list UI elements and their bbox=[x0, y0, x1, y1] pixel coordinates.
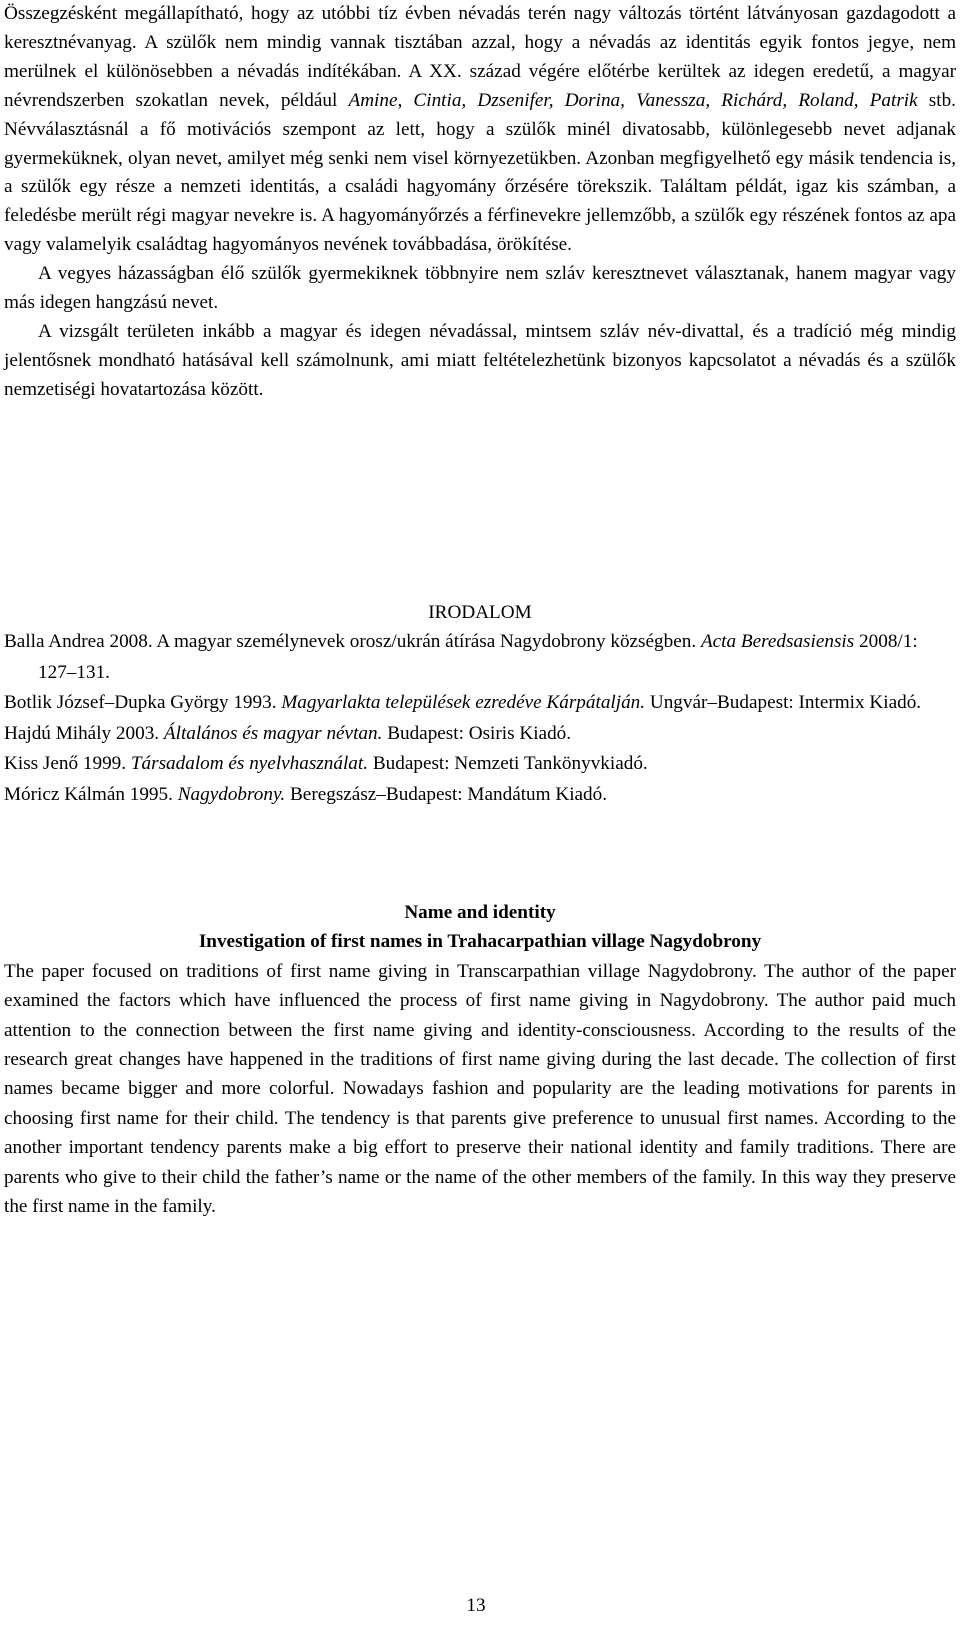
reference-publisher: Beregszász–Budapest: Mandátum Kiadó. bbox=[285, 783, 608, 805]
reference-author: Móricz Kálmán 1995. bbox=[4, 783, 178, 805]
page-number: 13 bbox=[466, 1595, 486, 1616]
reference-title: Magyarlakta települések ezredéve Kárpátalján. bbox=[281, 692, 646, 713]
reference-author: Kiss Jenő 1999. bbox=[4, 753, 131, 774]
reference-title: Társadalom és nyelvhasználat. bbox=[130, 753, 369, 774]
example-names: Amine, Cintia, Dzsenifer, Dorina, Vanessza, Richárd, Roland, Patrik bbox=[348, 89, 918, 111]
reference-item bbox=[4, 749, 956, 780]
english-summary bbox=[4, 898, 956, 1221]
reference-author: Balla Andrea 2008. A magyar személynevek orosz/ukrán átírása Nagydobrony községben. bbox=[4, 631, 701, 652]
reference-item bbox=[4, 688, 956, 719]
reference-item bbox=[4, 627, 956, 688]
reference-publisher: Budapest: Osiris Kiadó. bbox=[382, 722, 572, 744]
reference-publisher: 2008/1: 127–131. bbox=[38, 631, 918, 683]
paragraph-1-text-b: stb. Névválasztásnál a fő motivációs szempont az lett, hogy a szülők minél divatosabb, különlegesebb nevet adjanak gyermeküknek, olyan nevet, amilyet még senki nem visel környezetükben. Azonban megfigyelhető egy másik tendencia is, a szülők egy része a nemzeti identitás, a családi hagyomány őrzésére törekszik. Találtam példát, igaz kis számban, a feledésbe merült régi magyar nevekre is. A hagyományőrzés a férfinevekre jellemzőbb, a szülők egy részének fontos az apa vagy valamelyik családtag hagyományos nevének továbbadása, örökítése. bbox=[4, 89, 956, 256]
summary-subtitle: Investigation of first names in Trahacarpathian village Nagydobrony bbox=[198, 931, 762, 953]
reference-author: Hajdú Mihály 2003. bbox=[4, 722, 164, 744]
reference-title: Nagydobrony. bbox=[177, 783, 286, 805]
reference-title: Általános és magyar névtan. bbox=[163, 722, 383, 744]
conclusion-paragraph-1 bbox=[4, 0, 956, 260]
reference-author: Botlik József–Dupka György 1993. bbox=[4, 692, 282, 713]
conclusion-paragraph-2: A vegyes házasságban élő szülők gyermekiknek többnyire nem szláv keresztnevet választanak, hanem magyar vagy más idegen hangzású nevet. bbox=[4, 263, 956, 314]
references-heading: IRODALOM bbox=[428, 602, 532, 623]
reference-item bbox=[4, 780, 956, 811]
reference-publisher: Budapest: Nemzeti Tankönyvkiadó. bbox=[368, 753, 648, 774]
summary-text: The paper focused on traditions of first name giving in Transcarpathian village Nagydobrony. The author of the paper examined the factors which have influenced the process of first name giving in Nagydobrony. The author paid much attention to the connection between the first name giving and identity-consciousness. According to the results of the research great changes have happened in the traditions of first name giving during the last decade. The collection of first names became bigger and more colorful. Nowadays fashion and popularity are the leading motivations for parents in choosing first name for their child. The tendency is that parents give preference to unusual first names. According to the another important tendency parents make a big effort to preserve their national identity and family traditions. There are parents who give to their child the father’s name or the name of the other members of the family. In this way they preserve the first name in the family. bbox=[4, 960, 956, 1218]
reference-title: Acta Beredsasiensis bbox=[700, 631, 855, 652]
references-list bbox=[4, 627, 956, 810]
paragraph-1-text-a: Összegzésként megállapítható, hogy az utóbbi tíz évben névadás terén nagy változás történt látványosan gazdagodott a keresztnévanyag. A szülők nem mindig vannak tisztában azzal, hogy a névadás az identitás egyik fontos jegye, nem merülnek el különösebben a névadás indítékában. A XX. század végére előtérbe kerültek az idegen eredetű, a magyar névrendszerben szokatlan nevek, például bbox=[4, 3, 956, 111]
summary-title: Name and identity bbox=[404, 902, 556, 923]
conclusion-paragraph-3: A vizsgált területen inkább a magyar és idegen névadással, mintsem szláv név-divattal, és a tradíció még mindig jelentősnek mondható hatásával kell számolnunk, ami miatt feltételezhetünk bizonyos kapcsolatot a névadás és a szülők nemzetiségi hovatartozása között. bbox=[4, 320, 956, 400]
reference-publisher: Ungvár–Budapest: Intermix Kiadó. bbox=[645, 692, 922, 713]
reference-item bbox=[4, 719, 956, 750]
body-text bbox=[4, 0, 956, 405]
